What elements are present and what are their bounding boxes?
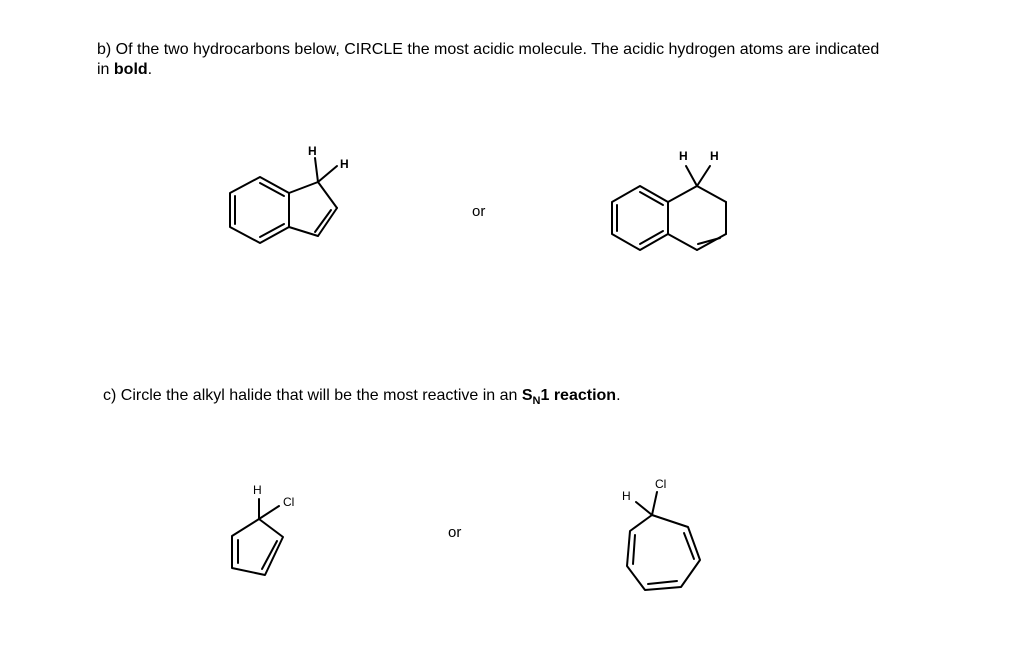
- dihydronaphthalene-bond-ring2-d: [697, 234, 726, 250]
- cycloheptatriene-bond-h: [636, 502, 652, 515]
- cycloheptatriene-double-3: [633, 535, 635, 564]
- indene-aromatic-double-2: [260, 224, 284, 237]
- indene-molecule[interactable]: [230, 144, 349, 243]
- cyclopentene-ring: [232, 519, 283, 575]
- cycloheptatriene-ring: [627, 515, 700, 590]
- question-b-line2-suffix: .: [147, 61, 153, 78]
- question-b-line1: b) Of the two hydrocarbons below, CIRCLE the most acidic molecule. The acidic hydrogen atoms are indicated: [97, 41, 880, 58]
- dihydronaphthalene-bond-ch-b: [697, 166, 710, 186]
- dihydronaphthalene-aromatic-double-1: [640, 192, 663, 205]
- cycloheptatriene-double-2: [648, 581, 677, 584]
- chlorocycloheptatriene-molecule[interactable]: [622, 477, 700, 590]
- dihydronaphthalene-bond-ring2-a: [668, 186, 697, 202]
- indene-bond-c2-c3: [318, 208, 337, 236]
- dihydronaphthalene-acidic-h2: H: [710, 149, 719, 163]
- or-label-b: or: [472, 203, 486, 220]
- indene-bond-ch-a: [315, 158, 318, 182]
- dihydronaphthalene-bond-ch-a: [686, 166, 697, 186]
- cyclopentene-bond-cl: [259, 506, 279, 519]
- question-c-sn-suffix: 1 reaction: [540, 387, 617, 404]
- indene-bond-c7a-c1: [289, 182, 318, 193]
- dihydronaphthalene-bond-ring2-e: [668, 234, 697, 250]
- indene-acidic-h2: H: [340, 157, 349, 171]
- dihydronaphthalene-molecule[interactable]: [612, 149, 726, 250]
- indene-bond-c1-c2: [318, 182, 337, 208]
- chlorocyclopentene-molecule[interactable]: [232, 483, 294, 575]
- cyclopentene-cl-atom: Cl: [283, 495, 295, 509]
- indene-bond-c3-c3a: [289, 227, 318, 236]
- question-c-end: .: [616, 387, 621, 404]
- cycloheptatriene-cl-atom: Cl: [655, 477, 667, 491]
- indene-benzene-ring: [230, 177, 289, 243]
- dihydronaphthalene-bond-ring2-b: [697, 186, 726, 202]
- cycloheptatriene-h-atom: H: [622, 489, 631, 503]
- dihydronaphthalene-acidic-h1: H: [679, 149, 688, 163]
- question-c-sn-s: S: [521, 387, 533, 404]
- dihydronaphthalene-benzene-ring: [612, 186, 668, 250]
- indene-aromatic-double-1: [260, 183, 284, 196]
- cycloheptatriene-bond-cl: [652, 492, 657, 515]
- cyclopentene-h-atom: H: [253, 483, 262, 497]
- dihydronaphthalene-aromatic-double-2: [640, 231, 663, 244]
- question-b-line2-prefix: in: [97, 61, 114, 78]
- question-b-bold-word: bold: [113, 61, 148, 78]
- indene-acidic-h1: H: [308, 144, 317, 158]
- indene-bond-ch-b: [318, 166, 337, 182]
- or-label-c: or: [448, 524, 462, 541]
- question-c-sn-subscript: N: [532, 395, 541, 407]
- question-c-prefix: c) Circle the alkyl halide that will be the most reactive in an: [103, 387, 522, 404]
